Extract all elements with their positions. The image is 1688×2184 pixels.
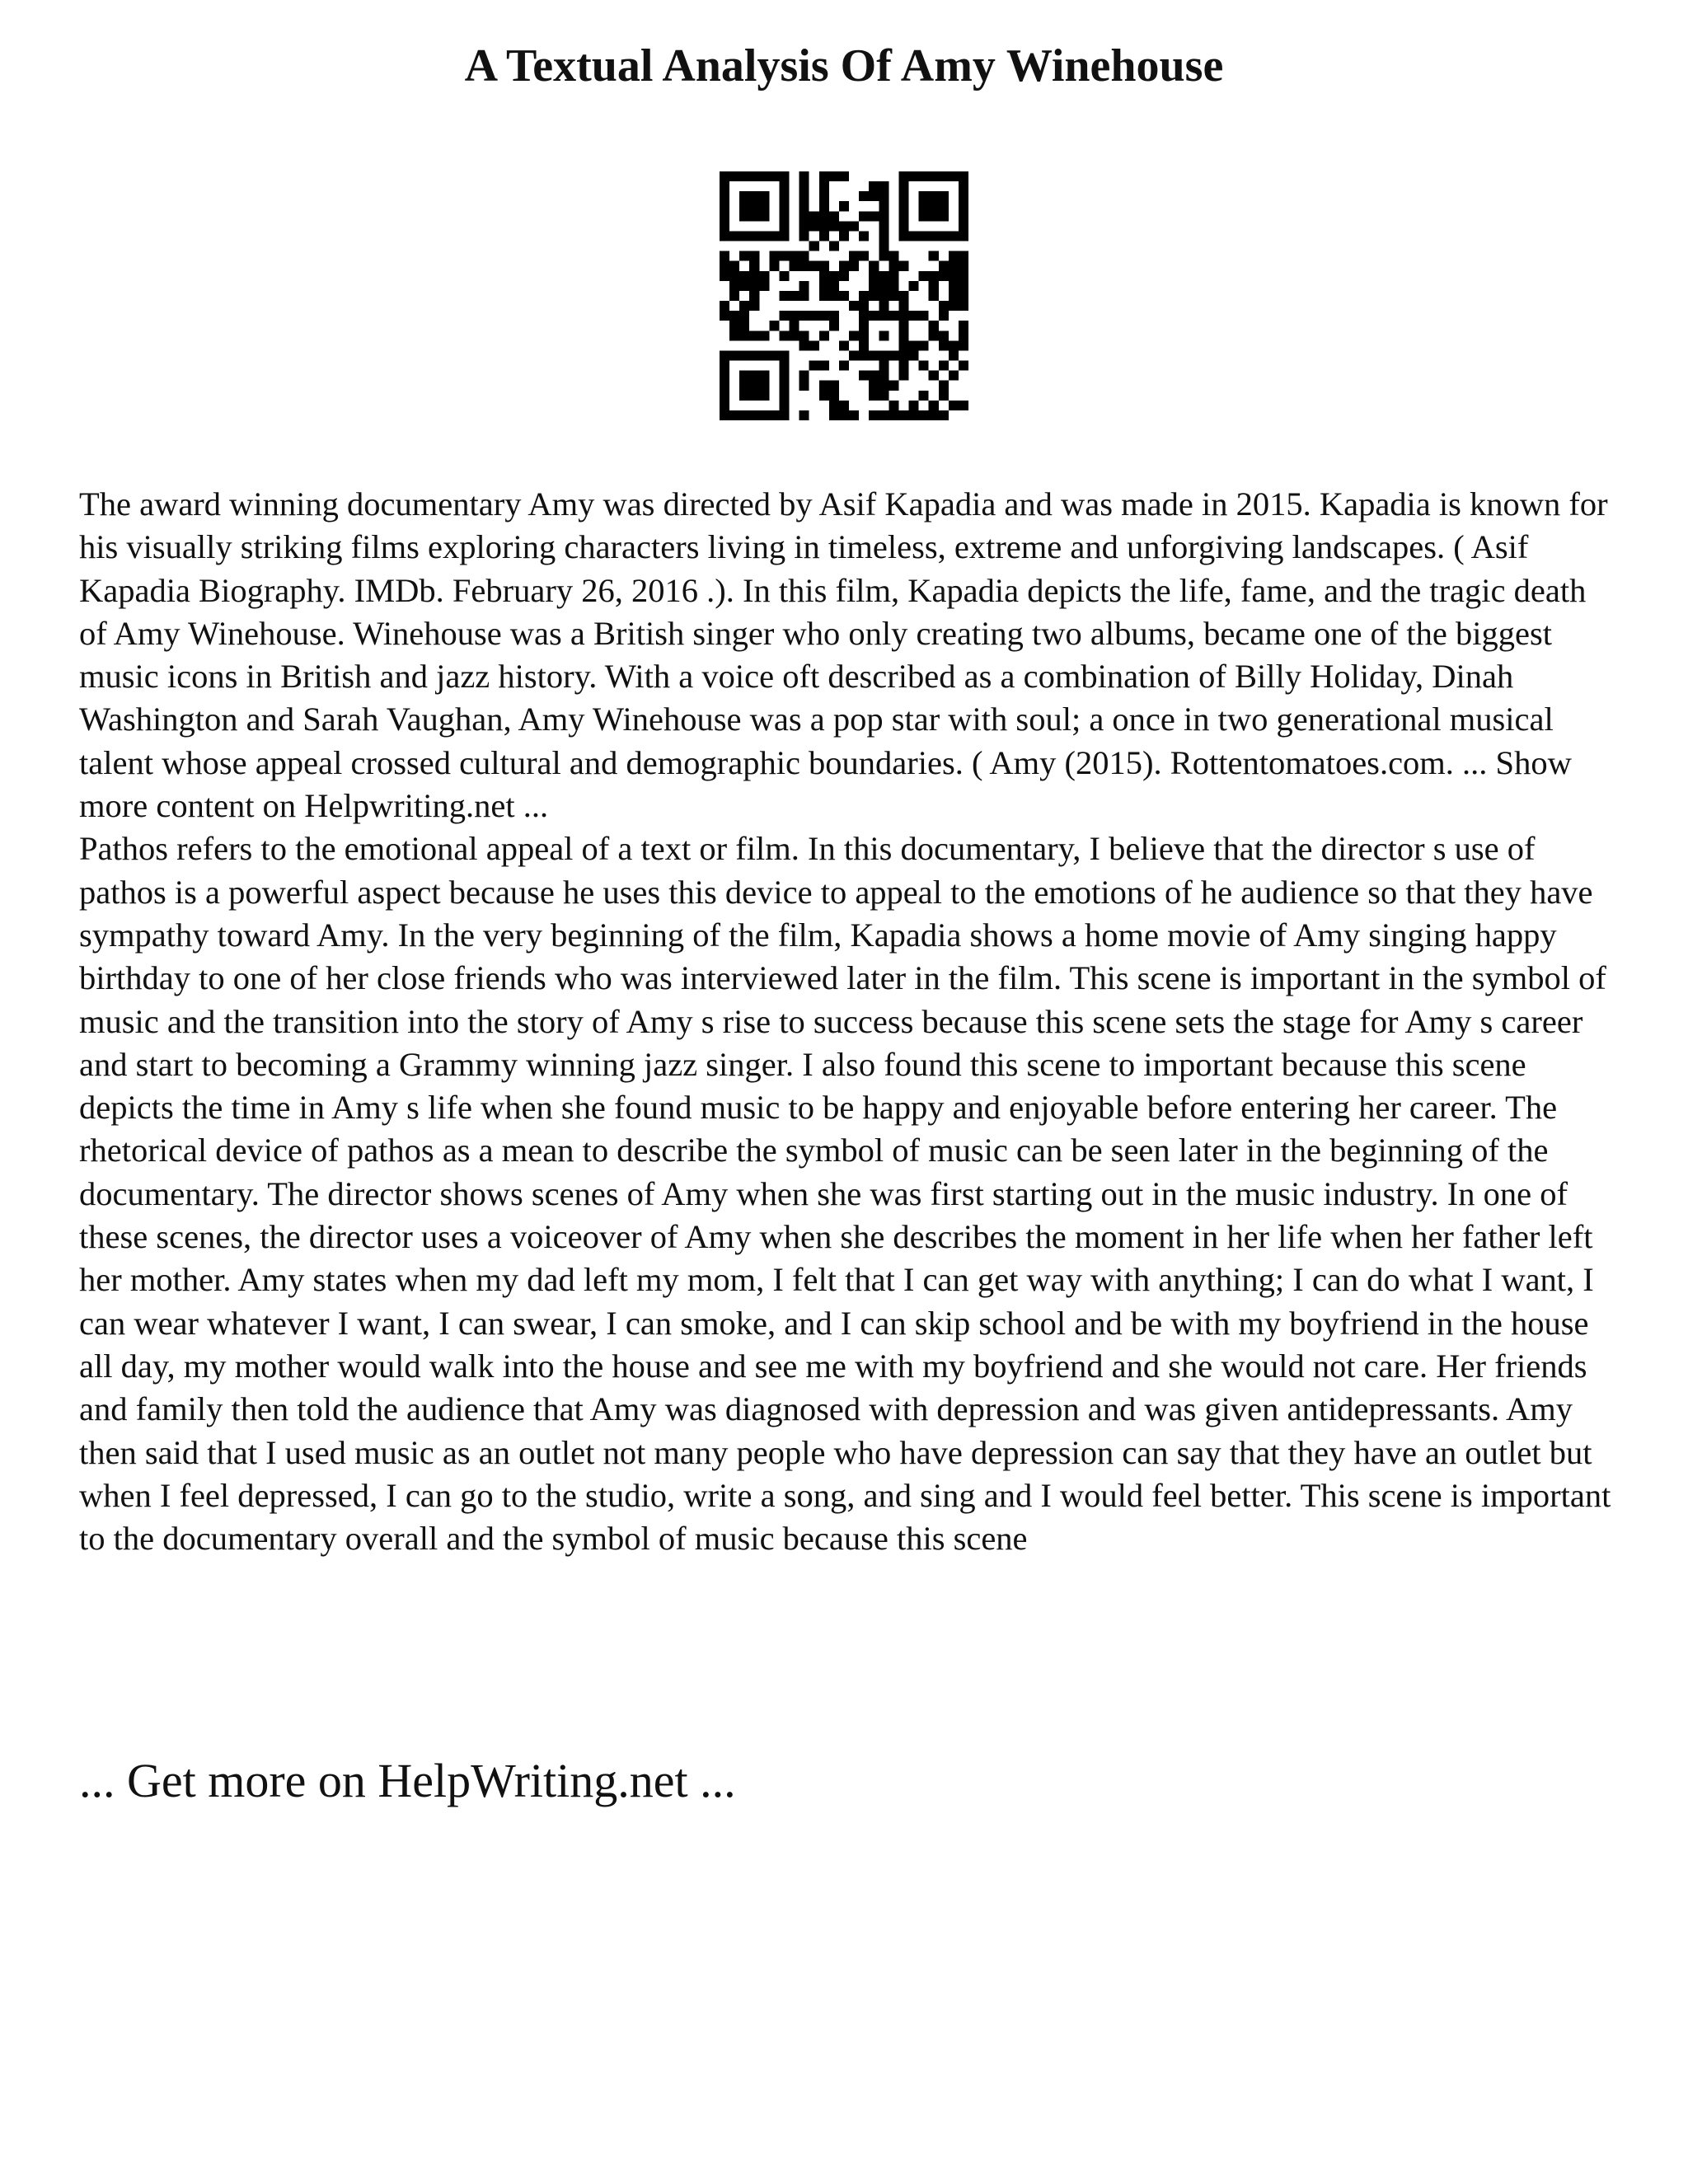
paragraph-intro: The award winning documentary Amy was directed by Asif Kapadia and was made in 2015. Kapadia is known for his visually striking films exploring characters living in timeless, extreme and unforgiving landscapes. ( Asif Kapadia Biography. IMDb. February 26, 2016 .). In this film, Kapadia depicts the life, fame, and the tragic death of Amy Winehouse. Winehouse was a British singer who only creating two albums, became one of the biggest music icons in British and jazz history. With a voice oft described as a combination of Billy Holiday, Dinah Washington and Sarah Vaughan, Amy Winehouse was a pop star with soul; a once in two generational musical talent whose appeal crossed cultural and demographic boundaries. ( Amy (2015). Rottentomatoes.com. ... Show more content on Helpwriting.net ... [79, 485, 1608, 825]
qr-code-graphic [720, 171, 968, 420]
paragraph-pathos: Pathos refers to the emotional appeal of a text or film. In this documentary, I believe that the director s use of pathos is a powerful aspect because he uses this device to appeal to the emotions of he audience so that they have sympathy toward Amy. In the very beginning of the film, Kapadia shows a home movie of Amy singing happy birthday to one of her close friends who was interviewed later in the film. This scene is important in the symbol of music and the transition into the story of Amy s rise to success because this scene sets the stage for Amy s career and start to becoming a Grammy winning jazz singer. I also found this scene to important because this scene depicts the time in Amy s life when she found music to be happy and enjoyable before entering her career. The rhetorical device of pathos as a mean to describe the symbol of music can be seen later in the beginning of the documentary. The director shows scenes of Amy when she was first starting out in the music industry. In one of these scenes, the director uses a voiceover of Amy when she describes the moment in her life when her father left her mother. Amy states when my dad left my mom, I felt that I can get way with anything; I can do what I want, I can wear whatever I want, I can swear, I can smoke, and I can skip school and be with my boyfriend in the house all day, my mother would walk into the house and see me with my boyfriend and she would not care. Her friends and family then told the audience that Amy was diagnosed with depression and was given antidepressants. Amy then said that I used music as an outlet not many people who have depression can say that they have an outlet but when I feel depressed, I can go to the studio, write a song, and sing and I would feel better. This scene is important to the documentary overall and the symbol of music because this scene [79, 830, 1611, 1558]
qr-code-icon[interactable] [720, 171, 968, 420]
get-more-link[interactable]: ... Get more on HelpWriting.net ... [79, 1754, 736, 1807]
article-body [79, 483, 1620, 1560]
page-title: A Textual Analysis Of Amy Winehouse [464, 40, 1224, 91]
